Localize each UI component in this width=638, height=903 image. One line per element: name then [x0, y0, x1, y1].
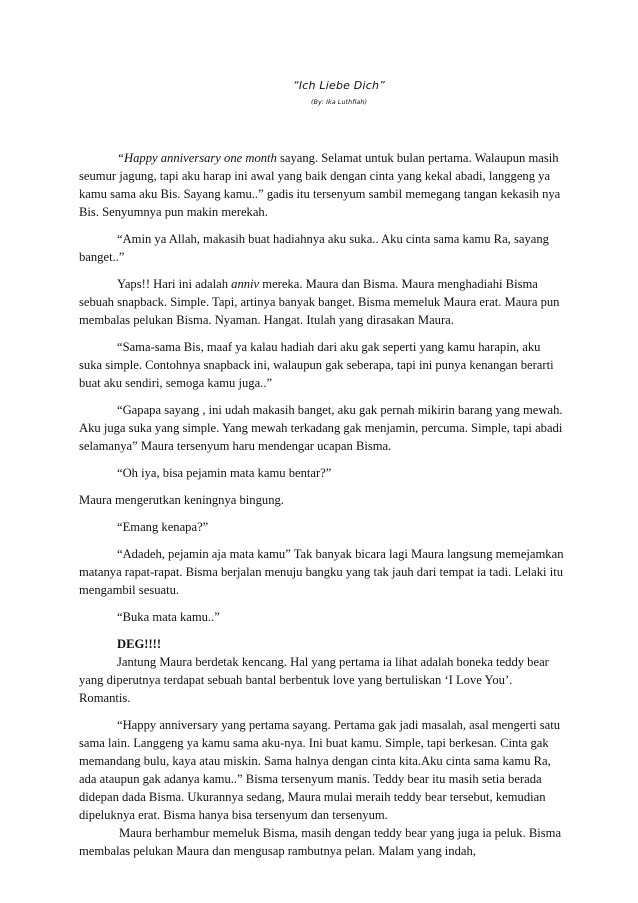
paragraph: “Gapapa sayang , ini udah makasih banget, aku gak pernah mikirin barang yang mewah. Aku juga suka yang simple. Yang mewah terkadang gak menjamin, percuma. Simple, tapi abadi selamanya” Maura tersenyum haru mendengar ucapan Bisma.	[79, 403, 563, 453]
paragraph-text: Yaps!! Hari ini adalah	[117, 277, 232, 291]
paragraph-text: sayang. Selamat untuk bulan pertama. Walaupun masih seumur jagung, tapi aku harap ini awal yang baik dengan cinta yang kekal abadi, langgeng ya kamu sama aku Bis. Sayang kamu..” gadis itu tersenyum sambil memegang tangan kekasih nya Bis. Senyumnya pun makin merekah.	[79, 151, 561, 219]
paragraph-heading: DEG!!!!	[117, 637, 162, 651]
paragraph: “Adadeh, pejamin aja mata kamu” Tak banyak bicara lagi Maura langsung memejamkan matanya rapat-rapat. Bisma berjalan menuju bangku yang tak jauh dari tempat ia tadi. Lelaki itu mengambil sesuatu.	[79, 547, 564, 597]
paragraph: Jantung Maura berdetak kencang. Hal yang pertama ia lihat adalah boneka teddy bear yang diperutnya terdapat sebuah bantal berbentuk love yang bertuliskan ‘I Love You’. Romantis.	[79, 655, 549, 705]
paragraph: Maura mengerutkan keningnya bingung.	[79, 493, 284, 507]
paragraph: “Emang kenapa?”	[117, 520, 209, 534]
italic-word: anniv	[231, 277, 260, 291]
paragraph: “Sama-sama Bis, maaf ya kalau hadiah dari aku gak seperti yang kamu harapin, aku suka simple. Contohnya snapback ini, walaupun gak seberapa, tapi ini punya kenangan berarti buat aku sendiri, semoga kamu juga..”	[79, 340, 554, 390]
document-byline: (By: Ika Luthfiah)	[310, 98, 368, 106]
paragraph-text: mereka. Maura dan Bisma. Maura menghadiahi Bisma sebuah snapback. Simple. Tapi, artinya banyak banget. Bisma memeluk Maura erat. Maura pun membalas pelukan Bisma. Nyaman. Hangat. Itulah yang dirasakan Maura.	[79, 277, 560, 327]
italic-lead: “Happy anniversary one month	[117, 151, 277, 165]
paragraph: Maura berhambur memeluk Bisma, masih dengan teddy bear yang juga ia peluk. Bisma membalas pelukan Maura dan mengusap rambutnya pelan. Malam yang indah,	[79, 826, 562, 858]
paragraph	[79, 149, 564, 221]
document-body	[79, 149, 564, 869]
paragraph: “Happy anniversary yang pertama sayang. Pertama gak jadi masalah, asal mengerti satu sama lain. Langgeng ya kamu sama aku-nya. Ini buat kamu. Simple, tapi berkesan. Cinta gak memandang bulu, kaya atau miskin. Sama halnya dengan cinta kita.Aku cinta sama kamu Ra, ada ataupun gak adanya kamu..” Bisma tersenyum manis. Teddy bear itu masih setia berada didepan dada Bisma. Ukurannya sedang, Maura mulai meraih teddy bear tersebut, kemudian dipeluknya erat. Bisma hanya bisa tersenyum dan tersenyum.	[79, 718, 561, 822]
document-title: “Ich Liebe Dich”	[292, 79, 386, 92]
paragraph: “Oh iya, bisa pejamin mata kamu bentar?”	[117, 466, 332, 480]
paragraph	[79, 275, 564, 329]
paragraph: “Amin ya Allah, makasih buat hadiahnya aku suka.. Aku cinta sama kamu Ra, sayang banget..”	[79, 232, 549, 264]
paragraph: “Buka mata kamu..”	[117, 610, 220, 624]
